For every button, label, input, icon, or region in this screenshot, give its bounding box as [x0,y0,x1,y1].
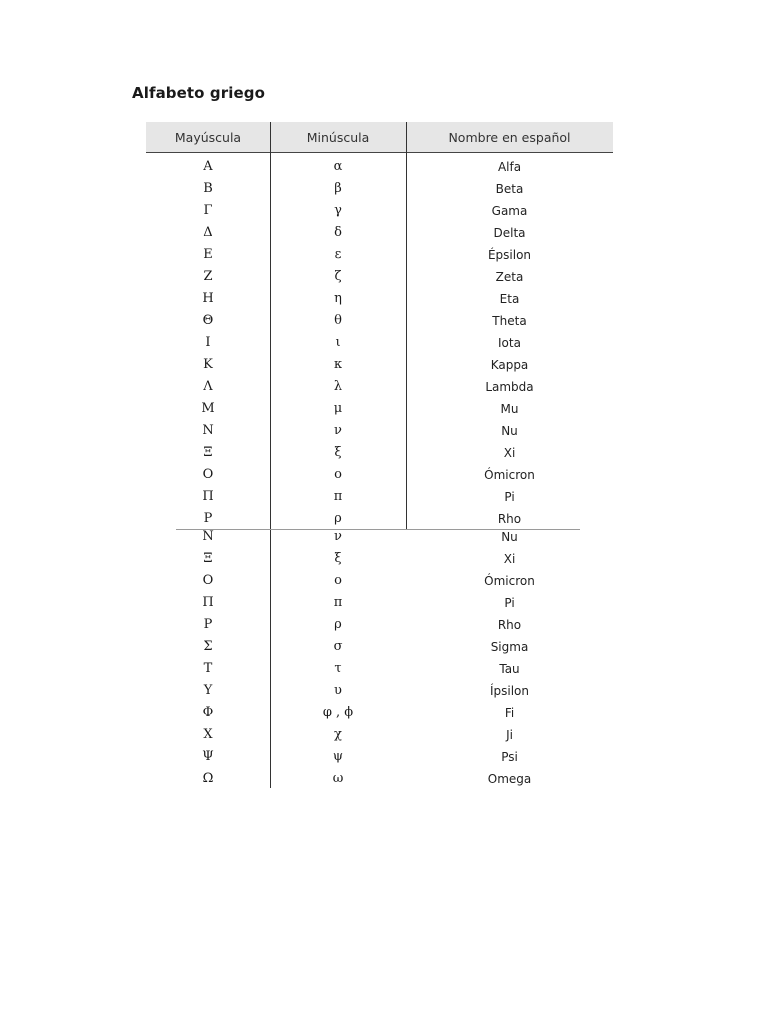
table-row [146,420,613,442]
table-row [146,724,613,746]
table-row [146,442,613,464]
lowercase-letter: π [333,489,343,504]
uppercase-letter: Ο [202,573,214,588]
table-row [146,222,613,244]
uppercase-letter: Γ [203,203,213,218]
spanish-name: Psi [501,750,518,764]
spanish-name: Ji [506,728,513,742]
uppercase-letter: Π [202,489,214,504]
spanish-name: Rho [497,512,522,526]
spanish-name: Lambda [485,380,534,394]
lowercase-letter: μ [333,401,343,416]
lowercase-letter: υ [334,683,342,698]
table-row [146,266,613,288]
lowercase-letter: ζ [334,269,342,284]
spanish-name: Kappa [490,358,529,372]
lowercase-letter: ο [334,467,342,482]
uppercase-letter: Μ [201,401,215,416]
spanish-name: Mu [500,402,519,416]
table-body-upper [146,156,613,530]
table-header [146,122,613,153]
lowercase-letter: ο [334,573,342,588]
uppercase-letter: Η [202,291,214,306]
table-row [146,636,613,658]
spanish-name: Ípsilon [489,684,530,698]
table-row [146,244,613,266]
uppercase-letter: Ξ [203,445,213,460]
spanish-name: Pi [504,490,515,504]
spanish-name: Nu [501,424,518,438]
lowercase-letter: ξ [334,551,342,566]
lowercase-letter: φ , ϕ [322,705,354,720]
table-row [146,398,613,420]
table-row [146,200,613,222]
uppercase-letter: Λ [203,379,213,394]
spanish-name: Zeta [495,270,524,284]
lowercase-letter: θ [334,313,342,328]
spanish-name: Pi [504,596,515,610]
uppercase-letter: Ω [202,771,214,786]
uppercase-letter: Σ [203,639,213,654]
uppercase-letter: Φ [202,705,214,720]
uppercase-letter: Θ [202,313,214,328]
spanish-name: Gama [491,204,528,218]
spanish-name: Épsilon [487,248,532,262]
uppercase-letter: Π [202,595,214,610]
uppercase-letter: Χ [203,727,213,742]
spanish-name: Ómicron [484,468,535,482]
table-row [146,746,613,768]
table-row [146,592,613,614]
table-row [146,354,613,376]
lowercase-letter: λ [333,379,343,394]
table-row [146,614,613,636]
spanish-name: Iota [498,336,521,350]
uppercase-letter: Υ [203,683,213,698]
lowercase-letter: α [333,159,343,174]
spanish-name: Rho [497,618,522,632]
lowercase-letter: ν [334,529,342,544]
spanish-name: Fi [504,706,515,720]
spanish-name: Xi [503,552,516,566]
lowercase-letter: τ [334,661,342,676]
lowercase-letter: ξ [334,445,342,460]
uppercase-letter: Ι [205,335,211,350]
column-header-uppercase: Mayúscula [174,130,242,145]
lowercase-letter: π [333,595,343,610]
lowercase-letter: ε [334,247,342,262]
spanish-name: Beta [495,182,524,196]
lowercase-letter: χ [334,727,342,742]
lowercase-letter: η [334,291,342,306]
lowercase-letter: ι [335,335,341,350]
lowercase-letter: ρ [334,617,342,632]
spanish-name: Theta [492,314,527,328]
table-row [146,702,613,724]
table-row [146,310,613,332]
page-title: Alfabeto griego [132,84,265,102]
table-row [146,680,613,702]
lowercase-letter: γ [334,203,342,218]
spanish-name: Eta [499,292,520,306]
uppercase-letter: Ζ [203,269,213,284]
spanish-name: Nu [501,530,518,544]
uppercase-letter: Ν [202,529,214,544]
uppercase-letter: Β [203,181,213,196]
table-row [146,464,613,486]
table-row [146,526,613,548]
table-row [146,768,613,790]
spanish-name: Alfa [497,160,522,174]
table-row [146,156,613,178]
table-row [146,376,613,398]
column-header-lowercase: Minúscula [306,130,370,145]
spanish-name: Ómicron [484,574,535,588]
lowercase-letter: ω [332,771,344,786]
uppercase-letter: Ξ [203,551,213,566]
spanish-name: Delta [493,226,526,240]
uppercase-letter: Ψ [202,749,214,764]
table-row [146,658,613,680]
uppercase-letter: Κ [203,357,213,372]
column-header-spanish-name: Nombre en español [448,130,571,145]
table-row [146,288,613,310]
uppercase-letter: Α [203,159,213,174]
spanish-name: Omega [487,772,532,786]
table-row [146,570,613,592]
uppercase-letter: Ε [203,247,213,262]
table-body-lower [146,526,613,790]
lowercase-letter: κ [333,357,343,372]
uppercase-letter: Ρ [203,617,213,632]
uppercase-letter: Ρ [203,511,213,526]
spanish-name: Sigma [490,640,529,654]
lowercase-letter: ρ [334,511,342,526]
lowercase-letter: β [334,181,342,196]
uppercase-letter: Δ [203,225,213,240]
spanish-name: Tau [499,662,520,676]
table-row [146,486,613,508]
lowercase-letter: ψ [332,749,344,764]
lowercase-letter: δ [334,225,342,240]
uppercase-letter: Ο [202,467,214,482]
uppercase-letter: Τ [203,661,213,676]
lowercase-letter: ν [334,423,342,438]
uppercase-letter: Ν [202,423,214,438]
table-row [146,332,613,354]
spanish-name: Xi [503,446,516,460]
table-row [146,548,613,570]
table-row [146,178,613,200]
lowercase-letter: σ [333,639,343,654]
